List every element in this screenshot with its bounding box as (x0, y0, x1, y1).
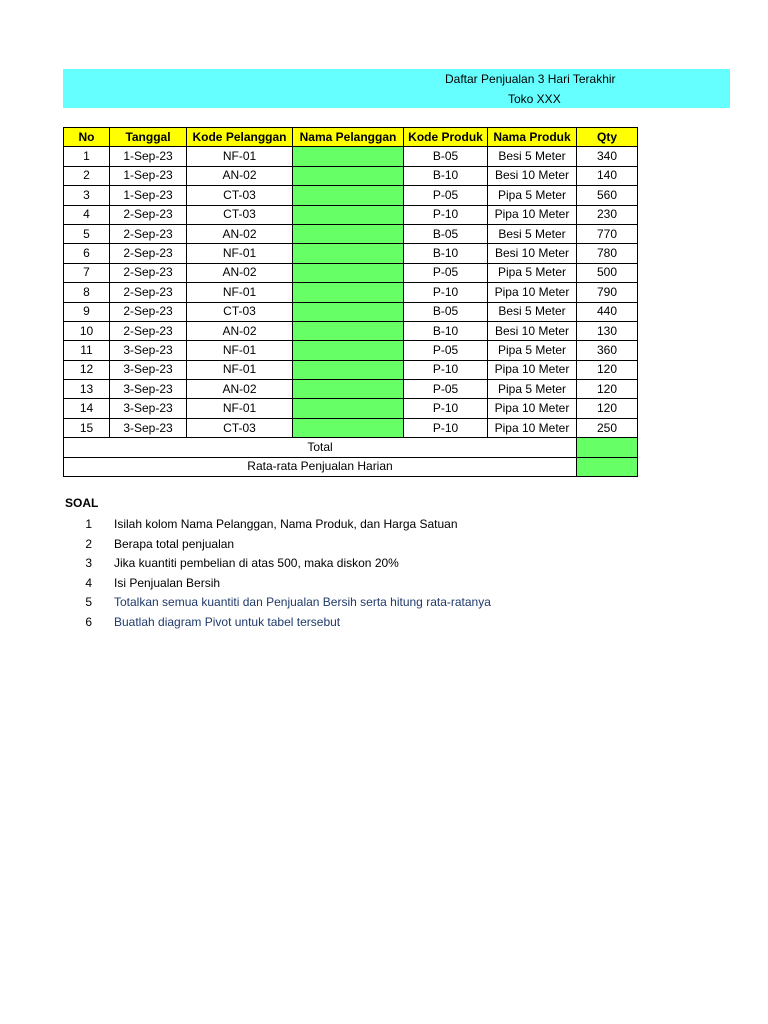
cell-tanggal[interactable]: 1-Sep-23 (110, 147, 187, 166)
cell-qty[interactable]: 780 (577, 244, 638, 263)
cell-qty[interactable]: 140 (577, 166, 638, 185)
soal-item (70, 593, 491, 613)
table-row (64, 418, 638, 437)
cell-kode-produk[interactable]: P-10 (404, 399, 488, 418)
cell-nama-pelanggan[interactable] (293, 302, 404, 321)
cell-no[interactable]: 11 (64, 341, 110, 360)
cell-no[interactable]: 7 (64, 263, 110, 282)
cell-nama-pelanggan[interactable] (293, 186, 404, 205)
soal-item (70, 554, 491, 574)
cell-kode-produk[interactable]: P-05 (404, 341, 488, 360)
cell-kode-produk[interactable]: B-05 (404, 147, 488, 166)
table-row (64, 302, 638, 321)
cell-nama-produk[interactable]: Pipa 5 Meter (488, 263, 577, 282)
cell-qty[interactable]: 120 (577, 399, 638, 418)
cell-tanggal[interactable]: 3-Sep-23 (110, 380, 187, 399)
cell-kode-pelanggan[interactable]: AN-02 (187, 224, 293, 243)
cell-kode-produk[interactable]: B-10 (404, 166, 488, 185)
sheet-title: Daftar Penjualan 3 Hari Terakhir (445, 72, 616, 86)
cell-kode-produk[interactable]: B-10 (404, 244, 488, 263)
cell-kode-pelanggan[interactable]: NF-01 (187, 283, 293, 302)
cell-nama-produk[interactable]: Besi 5 Meter (488, 302, 577, 321)
cell-kode-produk[interactable]: P-10 (404, 205, 488, 224)
cell-nama-pelanggan[interactable] (293, 224, 404, 243)
cell-tanggal[interactable]: 2-Sep-23 (110, 283, 187, 302)
cell-nama-pelanggan[interactable] (293, 380, 404, 399)
soal-list (70, 515, 491, 632)
soal-item (70, 574, 491, 594)
cell-kode-pelanggan[interactable]: NF-01 (187, 360, 293, 379)
cell-nama-produk[interactable]: Pipa 5 Meter (488, 186, 577, 205)
cell-no[interactable]: 15 (64, 418, 110, 437)
soal-item-number: 4 (85, 575, 92, 590)
cell-no[interactable]: 14 (64, 399, 110, 418)
table-body (64, 147, 638, 438)
total-value-cell[interactable] (577, 438, 638, 457)
soal-title: SOAL (65, 496, 99, 510)
cell-kode-pelanggan[interactable]: AN-02 (187, 263, 293, 282)
cell-nama-pelanggan[interactable] (293, 341, 404, 360)
soal-item-number: 5 (85, 595, 92, 609)
cell-qty[interactable]: 790 (577, 283, 638, 302)
cell-no[interactable]: 12 (64, 360, 110, 379)
table-header-row (64, 128, 638, 147)
cell-nama-produk[interactable]: Pipa 10 Meter (488, 205, 577, 224)
table-row (64, 283, 638, 302)
cell-qty[interactable]: 340 (577, 147, 638, 166)
cell-nama-pelanggan[interactable] (293, 418, 404, 437)
cell-kode-produk[interactable]: B-05 (404, 224, 488, 243)
cell-qty[interactable]: 120 (577, 360, 638, 379)
cell-tanggal[interactable]: 3-Sep-23 (110, 360, 187, 379)
soal-item-text: Isi Penjualan Bersih (114, 575, 221, 590)
cell-tanggal[interactable]: 2-Sep-23 (110, 302, 187, 321)
cell-kode-pelanggan[interactable]: CT-03 (187, 418, 293, 437)
column-header-nama-pelanggan[interactable]: Nama Pelanggan (293, 128, 404, 147)
cell-no[interactable]: 2 (64, 166, 110, 185)
header-band (63, 69, 730, 108)
soal-item (70, 515, 491, 535)
cell-nama-produk[interactable]: Besi 10 Meter (488, 166, 577, 185)
cell-tanggal[interactable]: 2-Sep-23 (110, 224, 187, 243)
soal-item-text: Isilah kolom Nama Pelanggan, Nama Produk, dan Harga Satuan (114, 517, 458, 531)
total-row (64, 438, 638, 457)
cell-nama-pelanggan[interactable] (293, 263, 404, 282)
cell-nama-pelanggan[interactable] (293, 283, 404, 302)
cell-nama-produk[interactable]: Besi 5 Meter (488, 147, 577, 166)
cell-qty[interactable]: 500 (577, 263, 638, 282)
cell-kode-pelanggan[interactable]: CT-03 (187, 302, 293, 321)
column-header-qty[interactable]: Qty (577, 128, 638, 147)
cell-nama-produk[interactable]: Pipa 5 Meter (488, 341, 577, 360)
cell-qty[interactable]: 230 (577, 205, 638, 224)
column-header-no[interactable]: No (64, 128, 110, 147)
cell-nama-produk[interactable]: Besi 10 Meter (488, 321, 577, 340)
cell-no[interactable]: 4 (64, 205, 110, 224)
cell-tanggal[interactable]: 1-Sep-23 (110, 166, 187, 185)
cell-nama-produk[interactable]: Pipa 10 Meter (488, 360, 577, 379)
cell-kode-pelanggan[interactable]: CT-03 (187, 205, 293, 224)
cell-kode-pelanggan[interactable]: NF-01 (187, 399, 293, 418)
table-row (64, 360, 638, 379)
cell-nama-produk[interactable]: Pipa 10 Meter (488, 283, 577, 302)
cell-kode-pelanggan[interactable]: NF-01 (187, 147, 293, 166)
table-row (64, 147, 638, 166)
cell-kode-pelanggan[interactable]: NF-01 (187, 244, 293, 263)
cell-nama-pelanggan[interactable] (293, 399, 404, 418)
cell-nama-produk[interactable]: Besi 10 Meter (488, 244, 577, 263)
cell-no[interactable]: 3 (64, 186, 110, 205)
cell-nama-pelanggan[interactable] (293, 321, 404, 340)
column-header-kode-pelanggan[interactable]: Kode Pelanggan (187, 128, 293, 147)
total-label: Total (64, 438, 577, 457)
cell-nama-pelanggan[interactable] (293, 244, 404, 263)
table-row (64, 321, 638, 340)
sheet-subtitle: Toko XXX (508, 92, 561, 106)
cell-kode-produk[interactable]: B-10 (404, 321, 488, 340)
soal-item-text: Buatlah diagram Pivot untuk tabel tersebut (114, 614, 341, 629)
cell-tanggal[interactable]: 2-Sep-23 (110, 205, 187, 224)
cell-qty[interactable]: 770 (577, 224, 638, 243)
column-header-nama-produk[interactable]: Nama Produk (488, 128, 577, 147)
soal-item-number: 1 (85, 517, 92, 531)
table-row (64, 205, 638, 224)
table-row (64, 263, 638, 282)
cell-tanggal[interactable]: 2-Sep-23 (110, 321, 187, 340)
cell-no[interactable]: 13 (64, 380, 110, 399)
cell-no[interactable]: 8 (64, 283, 110, 302)
cell-tanggal[interactable]: 3-Sep-23 (110, 341, 187, 360)
cell-kode-pelanggan[interactable]: AN-02 (187, 380, 293, 399)
cell-kode-pelanggan[interactable]: AN-02 (187, 321, 293, 340)
soal-item-text: Jika kuantiti pembelian di atas 500, maka diskon 20% (114, 556, 399, 570)
cell-qty[interactable]: 130 (577, 321, 638, 340)
table-row (64, 380, 638, 399)
cell-tanggal[interactable]: 3-Sep-23 (110, 399, 187, 418)
cell-qty[interactable]: 440 (577, 302, 638, 321)
cell-kode-pelanggan[interactable]: AN-02 (187, 166, 293, 185)
soal-item-number: 2 (85, 536, 92, 551)
cell-tanggal[interactable]: 2-Sep-23 (110, 263, 187, 282)
cell-nama-produk[interactable]: Pipa 5 Meter (488, 380, 577, 399)
cell-nama-produk[interactable]: Besi 5 Meter (488, 224, 577, 243)
cell-kode-produk[interactable]: P-05 (404, 263, 488, 282)
cell-kode-produk[interactable]: P-10 (404, 283, 488, 302)
cell-qty[interactable]: 360 (577, 341, 638, 360)
cell-kode-produk[interactable]: B-05 (404, 302, 488, 321)
cell-nama-produk[interactable]: Pipa 10 Meter (488, 418, 577, 437)
cell-kode-produk[interactable]: P-05 (404, 380, 488, 399)
column-header-tanggal[interactable]: Tanggal (110, 128, 187, 147)
soal-item-number: 3 (85, 556, 92, 570)
table-row (64, 186, 638, 205)
sales-table (63, 127, 638, 477)
cell-kode-produk[interactable]: P-10 (404, 360, 488, 379)
cell-no[interactable]: 9 (64, 302, 110, 321)
cell-no[interactable]: 5 (64, 224, 110, 243)
cell-kode-pelanggan[interactable]: CT-03 (187, 186, 293, 205)
cell-kode-pelanggan[interactable]: NF-01 (187, 341, 293, 360)
average-value-cell[interactable] (577, 457, 638, 476)
soal-item (70, 613, 491, 633)
cell-tanggal[interactable]: 1-Sep-23 (110, 186, 187, 205)
cell-nama-pelanggan[interactable] (293, 166, 404, 185)
soal-item-text: Totalkan semua kuantiti dan Penjualan Bersih serta hitung rata-ratanya (114, 595, 491, 609)
table-row (64, 224, 638, 243)
cell-qty[interactable]: 560 (577, 186, 638, 205)
cell-no[interactable]: 1 (64, 147, 110, 166)
cell-qty[interactable]: 250 (577, 418, 638, 437)
average-row (64, 457, 638, 476)
cell-no[interactable]: 10 (64, 321, 110, 340)
soal-item (70, 535, 491, 555)
table-row (64, 399, 638, 418)
table-row (64, 244, 638, 263)
cell-nama-pelanggan[interactable] (293, 205, 404, 224)
average-label: Rata-rata Penjualan Harian (64, 457, 577, 476)
cell-nama-pelanggan[interactable] (293, 147, 404, 166)
cell-kode-produk[interactable]: P-05 (404, 186, 488, 205)
cell-no[interactable]: 6 (64, 244, 110, 263)
soal-item-text: Berapa total penjualan (114, 536, 235, 551)
cell-kode-produk[interactable]: P-10 (404, 418, 488, 437)
cell-tanggal[interactable]: 3-Sep-23 (110, 418, 187, 437)
table-row (64, 341, 638, 360)
cell-nama-pelanggan[interactable] (293, 360, 404, 379)
column-header-kode-produk[interactable]: Kode Produk (404, 128, 488, 147)
cell-nama-produk[interactable]: Pipa 10 Meter (488, 399, 577, 418)
cell-qty[interactable]: 120 (577, 380, 638, 399)
soal-item-number: 6 (85, 614, 92, 629)
cell-tanggal[interactable]: 2-Sep-23 (110, 244, 187, 263)
table-row (64, 166, 638, 185)
